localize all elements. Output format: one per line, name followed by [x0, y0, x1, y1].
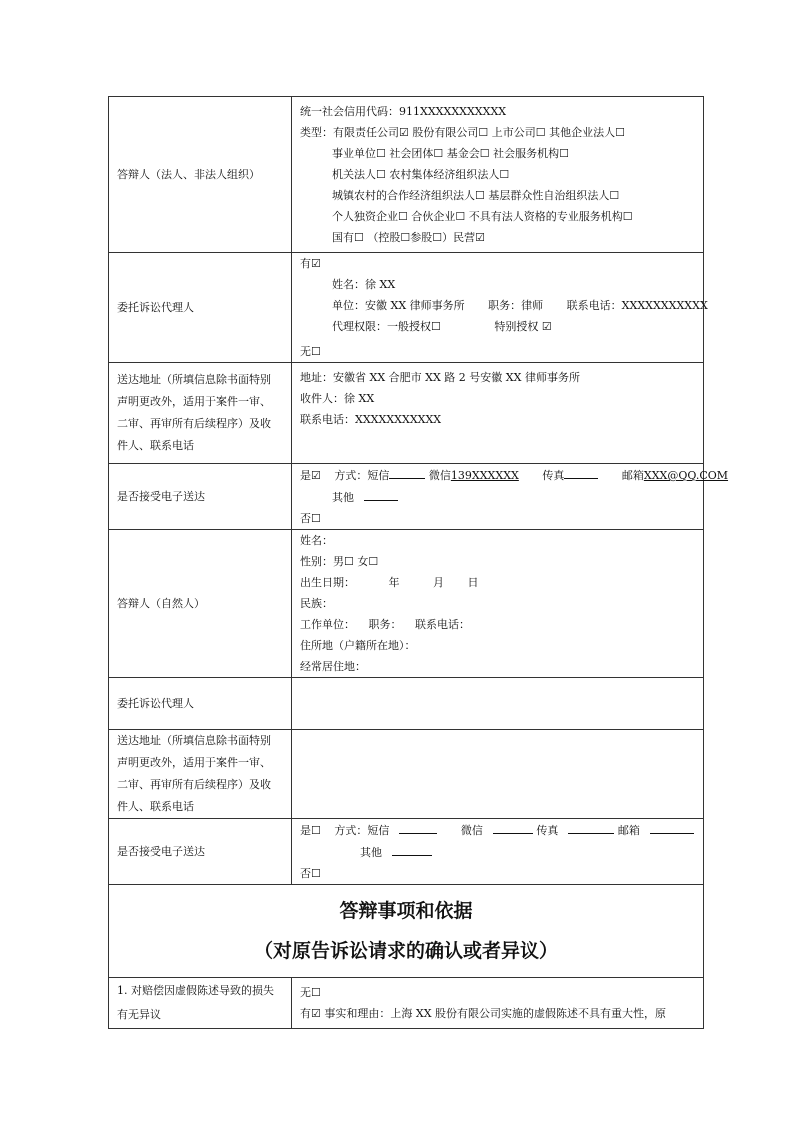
edelivery-2-sms: 方式：短信 — [334, 824, 390, 837]
person-gender: 性别：男☐ 女☐ — [300, 555, 379, 568]
edelivery-2-line1 — [300, 819, 697, 841]
row-edelivery-1 — [109, 464, 704, 530]
edelivery-2-other-blank — [392, 841, 432, 856]
item-1-none: 无☐ — [300, 986, 321, 999]
row-item-1 — [109, 978, 704, 1029]
person-duty: 职务： — [368, 618, 402, 631]
address-1-label: 送达地址（所填信息除书面特别声明更改外，适用于案件一审、二审、再审所有后续程序）及收件人、联系电话 — [109, 363, 292, 464]
edelivery-2-email: 邮箱 — [617, 824, 640, 837]
respondent-person-content — [292, 530, 704, 678]
respondent-org-content — [292, 97, 704, 253]
person-birth-year: 年 — [388, 576, 400, 589]
section-subtitle: （对原告诉讼请求的确认或者异议） — [253, 940, 558, 962]
edelivery-2-other: 其他 — [360, 846, 382, 859]
org-type-line-6: 国有☐ （控股☐参股☐）民营☑ — [332, 231, 485, 244]
person-birth-line — [300, 572, 697, 593]
edelivery-1-fax: 传真 — [542, 469, 565, 482]
person-phone: 联系电话： — [415, 618, 470, 631]
agent-1-duty: 职务：律师 — [488, 299, 544, 312]
credit-code: 统一社会信用代码：911XXXXXXXXXXX — [300, 105, 507, 118]
agent-2-content — [292, 678, 704, 730]
person-residence: 经常居住地： — [300, 660, 366, 673]
item-1-label: 1. 对赔偿因虚假陈述导致的损失有无异议 — [109, 978, 292, 1029]
edelivery-2-yes: 是☐ — [300, 824, 321, 837]
edelivery-1-label: 是否接受电子送达 — [109, 464, 292, 530]
edelivery-1-line2 — [300, 486, 697, 508]
agent-1-auth-general: 代理权限：一般授权☐ — [332, 320, 441, 333]
row-address-1 — [109, 363, 704, 464]
agent-2-label: 委托诉讼代理人 — [109, 678, 292, 730]
defense-form-table — [108, 96, 729, 1029]
edelivery-1-email-value: XXX@QQ.COM — [643, 469, 729, 482]
item-1-content — [292, 978, 704, 1029]
edelivery-1-other: 其他 — [332, 491, 354, 504]
agent-1-none: 无☐ — [300, 345, 321, 358]
row-respondent-org — [109, 97, 704, 253]
org-type-line-3: 机关法人☐ 农村集体经济组织法人☐ — [332, 168, 510, 181]
person-birth-month: 月 — [433, 576, 444, 589]
row-respondent-person — [109, 530, 704, 678]
edelivery-2-no: 否☐ — [300, 867, 321, 880]
row-agent-2 — [109, 678, 704, 730]
address-1-content — [292, 363, 704, 464]
address-1-phone: 联系电话：XXXXXXXXXXX — [300, 413, 442, 426]
person-work-line — [300, 614, 697, 635]
agent-1-auth-special: 特别授权 ☑ — [494, 320, 552, 333]
edelivery-1-content — [292, 464, 729, 530]
person-ethnicity: 民族： — [300, 597, 333, 610]
address-1-addr: 地址：安徽省 XX 合肥市 XX 路 2 号安徽 XX 律师事务所 — [300, 371, 580, 384]
edelivery-2-fax-blank — [568, 819, 614, 834]
agent-1-label: 委托诉讼代理人 — [109, 253, 292, 363]
row-section-header — [109, 885, 704, 978]
edelivery-2-line2 — [300, 841, 697, 863]
person-birth-day: 日 — [467, 576, 479, 589]
edelivery-1-wechat: 微信 — [428, 469, 451, 482]
row-address-2 — [109, 730, 704, 819]
edelivery-2-wechat: 微信 — [460, 824, 483, 837]
section-header-cell — [109, 885, 704, 978]
edelivery-1-sms: 方式：短信 — [334, 469, 390, 482]
edelivery-2-wechat-blank — [493, 819, 533, 834]
edelivery-2-label: 是否接受电子送达 — [109, 819, 292, 885]
item-1-reason: 事实和理由：上海 XX 股份有限公司实施的虚假陈述不具有重大性，原 — [324, 1007, 667, 1020]
edelivery-2-email-blank — [650, 819, 694, 834]
agent-1-content — [292, 253, 708, 363]
respondent-person-label: 答辩人（自然人） — [109, 530, 292, 678]
edelivery-1-line1 — [300, 464, 729, 486]
agent-1-auth-line — [300, 316, 697, 337]
agent-1-unit-line — [300, 295, 708, 316]
org-type-line-2: 事业单位☐ 社会团体☐ 基金会☐ 社会服务机构☐ — [332, 147, 569, 160]
item-1-has: 有☑ — [300, 1007, 321, 1020]
edelivery-1-fax-blank — [564, 464, 598, 479]
person-work-unit: 工作单位： — [300, 618, 355, 631]
edelivery-2-fax: 传真 — [536, 824, 559, 837]
person-birth: 出生日期： — [300, 576, 355, 589]
respondent-org-label: 答辩人（法人、非法人组织） — [109, 97, 292, 253]
agent-1-phone: 联系电话：XXXXXXXXXXX — [566, 299, 708, 312]
edelivery-1-email: 邮箱 — [621, 469, 644, 482]
org-type-line-1: 类型：有限责任公司☑ 股份有限公司☐ 上市公司☐ 其他企业法人☐ — [300, 126, 625, 139]
org-type-line-4: 城镇农村的合作经济组织法人☐ 基层群众性自治组织法人☐ — [332, 189, 620, 202]
agent-1-has: 有☑ — [300, 257, 321, 270]
section-title: 答辩事项和依据 — [339, 900, 473, 922]
edelivery-2-content — [292, 819, 704, 885]
address-2-content — [292, 730, 704, 819]
row-edelivery-2 — [109, 819, 704, 885]
address-1-recipient: 收件人：徐 XX — [300, 392, 375, 405]
edelivery-1-sms-blank — [389, 464, 425, 479]
agent-1-unit: 单位：安徽 XX 律师事务所 — [332, 299, 465, 312]
edelivery-1-yes: 是☑ — [300, 469, 321, 482]
org-type-line-5: 个人独资企业☐ 合伙企业☐ 不具有法人资格的专业服务机构☐ — [332, 210, 633, 223]
person-domicile: 住所地（户籍所在地）： — [300, 639, 416, 652]
person-name: 姓名： — [300, 534, 333, 547]
item-1-has-line — [300, 1003, 701, 1024]
edelivery-2-sms-blank — [399, 819, 437, 834]
edelivery-1-wechat-value: 139XXXXXX — [450, 469, 519, 482]
edelivery-1-no: 否☐ — [300, 512, 321, 525]
address-2-label: 送达地址（所填信息除书面特别声明更改外，适用于案件一审、二审、再审所有后续程序）及收件人、联系电话 — [109, 730, 292, 819]
agent-1-name: 姓名：徐 XX — [332, 278, 396, 291]
row-agent-1 — [109, 253, 704, 363]
edelivery-1-other-blank — [364, 486, 398, 501]
